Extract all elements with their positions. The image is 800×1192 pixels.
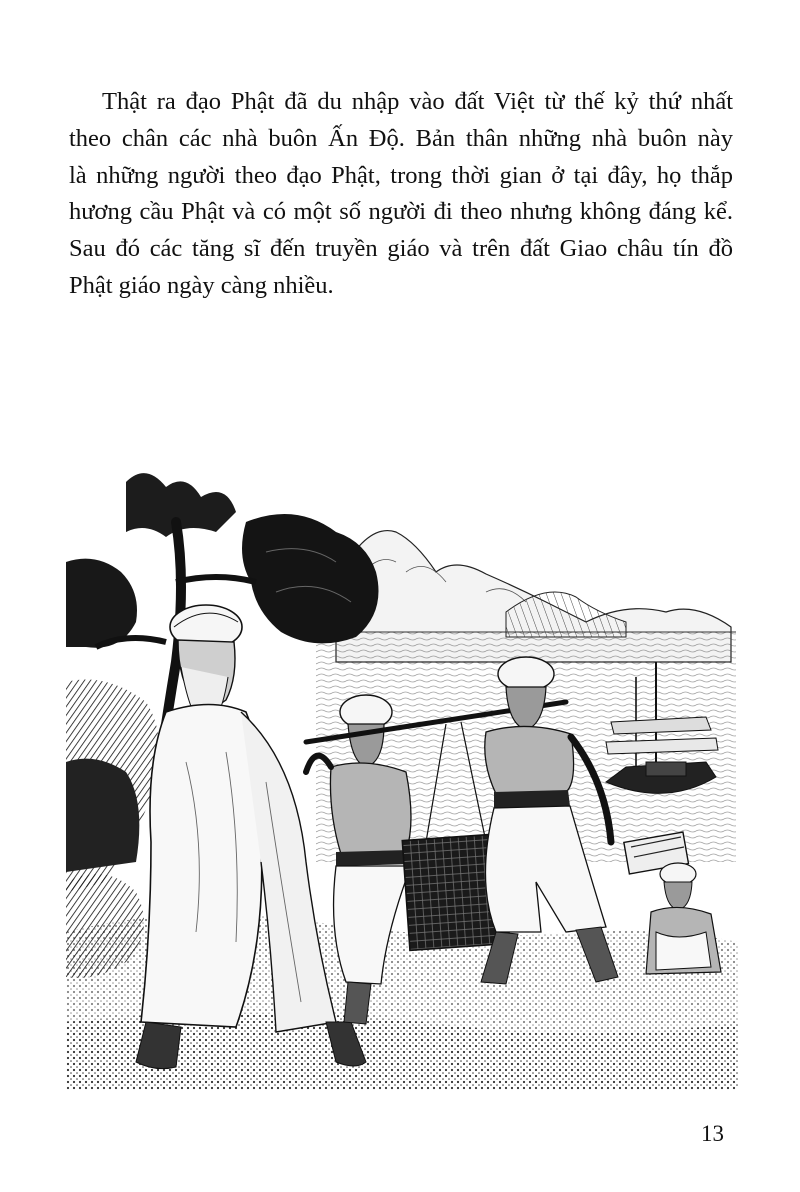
paragraph-line: theo chân các nhà buôn Ấn Độ. Bản thân những nhà buôn này — [69, 124, 733, 152]
paragraph-line: hương cầu Phật và có một số người đi theo nhưng không đáng kể. — [69, 198, 733, 226]
paragraph-line: Thật ra đạo Phật đã du nhập vào đất Việt từ thế kỷ thứ nhất — [102, 88, 733, 115]
page-number: 13 — [701, 1121, 724, 1146]
paragraph-line: Phật giáo ngày càng nhiều. — [69, 271, 334, 299]
illustration-merchants-at-shore — [66, 462, 738, 1090]
body-paragraph — [69, 84, 733, 305]
paragraph-line: là những người theo đạo Phật, trong thời gian ở tại đây, họ thắp — [69, 161, 733, 189]
paragraph-line: Sau đó các tăng sĩ đến truyền giáo và trên đất Giao châu tín đồ — [69, 235, 733, 263]
